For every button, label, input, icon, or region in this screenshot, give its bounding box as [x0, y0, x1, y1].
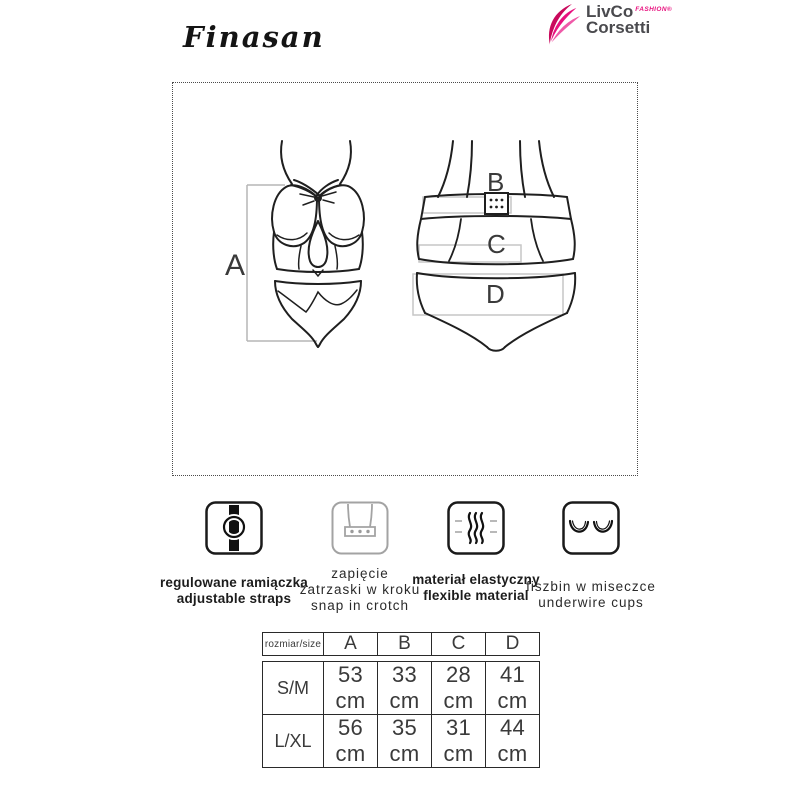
size-table — [262, 632, 540, 768]
feature-label: zapięcie zatrzaski w kroku snap in crotch — [299, 566, 421, 614]
brand-logo — [544, 3, 672, 47]
size-table-header-cell: A — [324, 633, 378, 656]
size-value: 44 cm — [486, 715, 540, 768]
size-value: 56 cm — [324, 715, 378, 768]
measure-a-bracket — [247, 185, 317, 341]
size-table-header-cell: D — [486, 633, 540, 656]
brand-name-corsetti: Corsetti — [586, 18, 651, 37]
size-table-header-cell: B — [378, 633, 432, 656]
size-table-body — [262, 661, 540, 768]
measure-label-a: A — [225, 249, 246, 282]
flexible-material-icon — [447, 501, 505, 556]
feature-underwire-cups — [516, 501, 666, 611]
brand-name-livco: LivCo — [586, 2, 634, 21]
brand-logo-text — [586, 3, 672, 36]
size-row-lxl — [263, 715, 540, 768]
size-row-sm — [263, 662, 540, 715]
adjustable-straps-icon — [205, 501, 263, 556]
bodysuit-front-drawing — [221, 135, 411, 353]
size-row-label: S/M — [263, 662, 324, 715]
livco-swirl-icon — [544, 3, 584, 47]
feature-label: regulowane ramiączka adjustable straps — [159, 575, 309, 607]
product-title: Finasan — [183, 20, 325, 54]
size-value: 28 cm — [432, 662, 486, 715]
underwire-cups-icon — [562, 501, 620, 556]
snap-crotch-icon — [331, 501, 389, 556]
measurement-diagram-box — [172, 82, 638, 476]
size-table-header-cell: rozmiar/size — [263, 633, 324, 656]
feature-label: fiszbin w miseczce underwire cups — [526, 579, 656, 611]
size-value: 33 cm — [378, 662, 432, 715]
size-table-header — [262, 632, 540, 656]
size-table-header-cell: C — [432, 633, 486, 656]
size-value: 35 cm — [378, 715, 432, 768]
size-value: 31 cm — [432, 715, 486, 768]
measure-label-c: C — [487, 229, 506, 259]
measure-label-d: D — [486, 279, 505, 309]
size-row-label: L/XL — [263, 715, 324, 768]
measure-label-b: B — [487, 167, 505, 197]
bodysuit-back-drawing — [401, 135, 591, 353]
feature-label: materiał elastyczny flexible material — [412, 572, 540, 604]
size-value: 53 cm — [324, 662, 378, 715]
feature-adjustable-straps — [154, 501, 314, 607]
brand-fashion-label: FASHION® — [635, 6, 673, 13]
size-value: 41 cm — [486, 662, 540, 715]
